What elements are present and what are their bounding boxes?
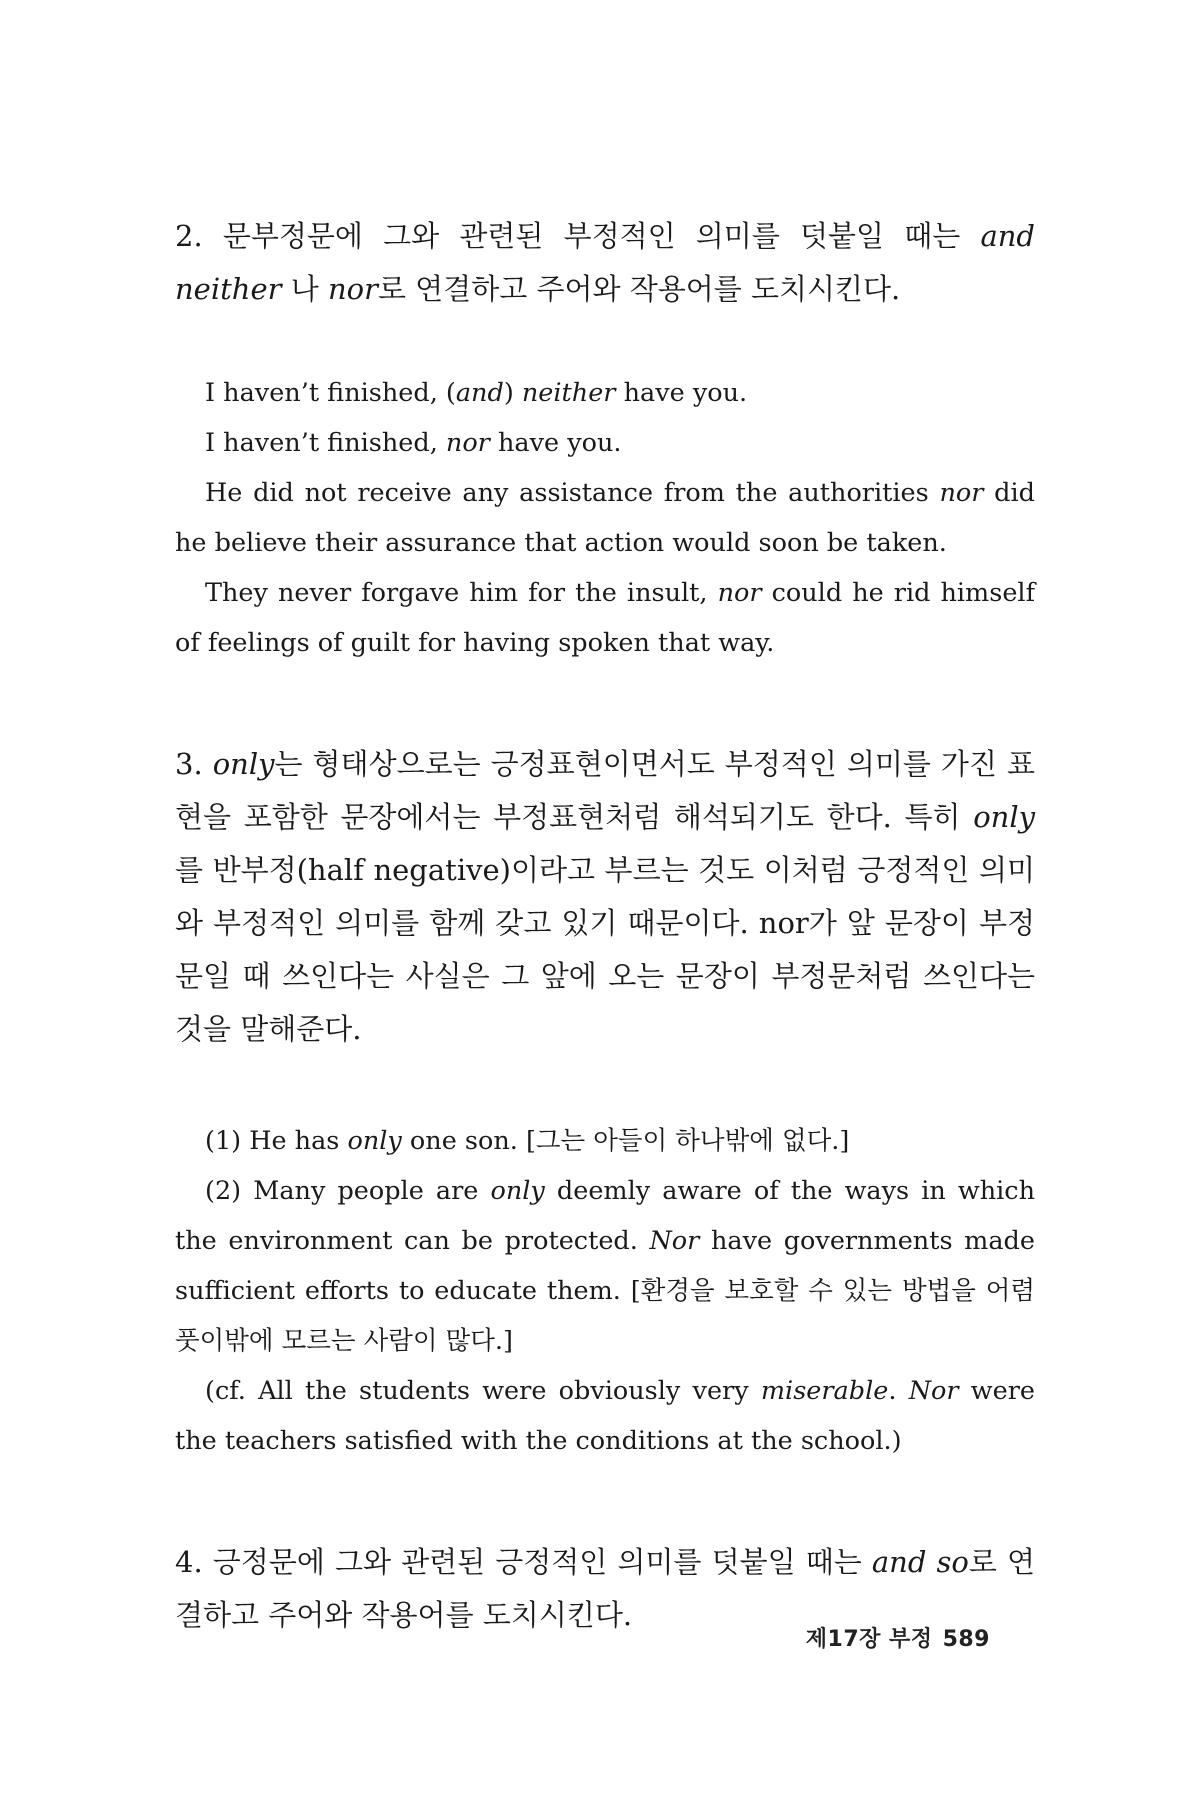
example-text: have governments made sufficient efforts to educate them. [환경을 보호할 수 있는 방법을 어렴풋이밖에 모르는 사람이 많다.]: [175, 1226, 1035, 1356]
example-text: one son. [그는 아들이 하나밖에 없다.]: [401, 1126, 850, 1156]
heading-term: only: [212, 747, 275, 781]
chapter-label: 제17장 부정: [805, 1627, 933, 1652]
example-text: did he believe their assurance that action would soon be taken.: [175, 478, 1035, 558]
example-term: miserable: [760, 1376, 889, 1406]
example-sentence: [175, 368, 1035, 418]
example-term: neither: [521, 378, 616, 408]
example-sentence: [175, 1116, 1035, 1166]
section-2-heading: [175, 210, 1035, 316]
example-text: ): [503, 378, 522, 408]
example-text: They never forgave him for the insult,: [205, 578, 718, 608]
example-text: I haven’t finished,: [205, 428, 446, 458]
example-text: (cf. All the students were obviously very: [205, 1376, 761, 1406]
heading-term: nor: [327, 272, 378, 306]
example-text: have you.: [615, 378, 748, 408]
example-term: and: [455, 378, 504, 408]
example-text: (1) He has: [205, 1126, 348, 1156]
example-text: (2) Many people are: [205, 1176, 491, 1206]
example-text: could he rid himself of feelings of guilt for having spoken that way.: [175, 578, 1036, 658]
example-text: have you.: [489, 428, 622, 458]
heading-term: and so: [871, 1545, 969, 1579]
heading-text: 3.: [175, 747, 213, 781]
heading-text: 나: [281, 272, 328, 306]
page-number: 589: [942, 1627, 990, 1652]
heading-text: 2. 문부정문에 그와 관련된 부정적인 의미를 덧붙일 때는: [175, 219, 981, 253]
example-text: deemly aware of the ways in which the environment can be protected.: [175, 1176, 1035, 1256]
heading-text: 는 형태상으로는 긍정표현이면서도 부정적인 의미를 가진 표현을 포함한 문장에서는 부정표현처럼 해석되기도 한다. 특히: [175, 747, 1035, 834]
example-term: Nor: [649, 1226, 700, 1256]
section-3-heading: [175, 738, 1035, 1056]
page-body: [175, 210, 1035, 1642]
example-sentence: [175, 1166, 1035, 1366]
example-text: I haven’t finished, (: [205, 378, 456, 408]
example-term: only: [347, 1126, 402, 1156]
heading-text: 4. 긍정문에 그와 관련된 긍정적인 의미를 덧붙일 때는: [175, 1545, 872, 1579]
example-term: only: [490, 1176, 545, 1206]
example-term: nor: [717, 578, 762, 608]
heading-text: 를 반부정(half negative)이라고 부르는 것도 이처럼 긍정적인 의미와 부정적인 의미를 함께 갖고 있기 때문이다. nor가 앞 문장이 부정문일 때 쓰인다는 사실은 그 앞에 오는 문장이 부정문처럼 쓰인다는 것을 말해준다.: [175, 853, 1035, 1046]
page-footer: [796, 1622, 990, 1653]
heading-text: 로 연결하고 주어와 작용어를 도치시킨다.: [175, 1545, 1036, 1632]
example-text: .: [888, 1376, 909, 1406]
heading-text: 로 연결하고 주어와 작용어를 도치시킨다.: [377, 272, 901, 306]
example-term: nor: [939, 478, 984, 508]
section-2-examples: [175, 368, 1035, 668]
example-text: were the teachers satisfied with the conditions at the school.): [175, 1376, 1035, 1456]
example-text: He did not receive any assistance from the authorities: [205, 478, 940, 508]
heading-term: only: [973, 800, 1035, 834]
section-3-examples: [175, 1116, 1035, 1466]
example-sentence: [175, 568, 1035, 668]
example-sentence: [175, 1366, 1035, 1466]
example-term: Nor: [908, 1376, 959, 1406]
example-sentence: [175, 418, 1035, 468]
example-term: nor: [445, 428, 490, 458]
heading-term: and neither: [175, 219, 1035, 306]
example-sentence: [175, 468, 1035, 568]
